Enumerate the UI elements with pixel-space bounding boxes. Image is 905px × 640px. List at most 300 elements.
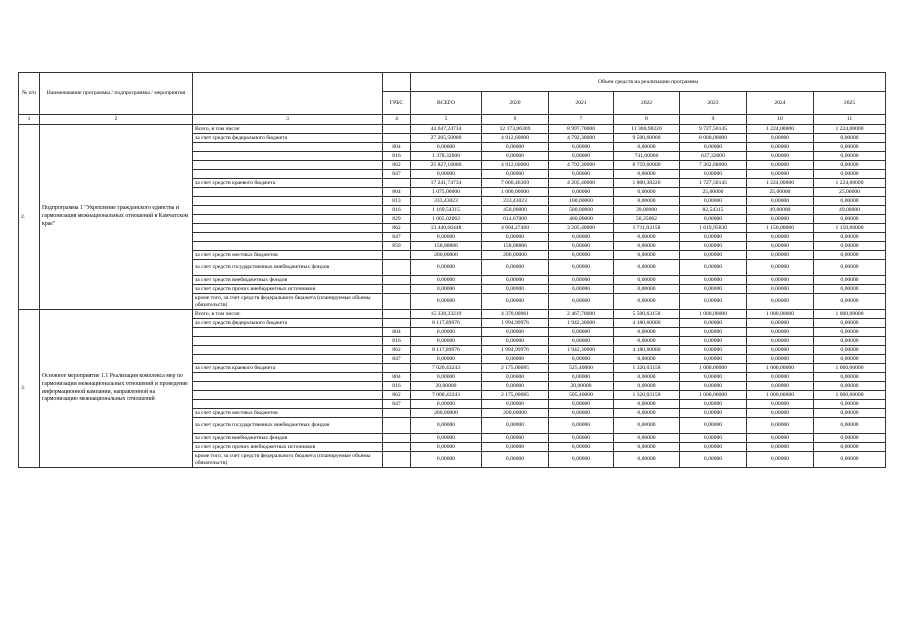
- total-value: 0,00000: [411, 443, 482, 452]
- year-value: 0,00000: [814, 319, 886, 328]
- column-number: 4: [383, 115, 411, 125]
- year-value: 0,00000: [680, 197, 747, 206]
- grbs-code: [383, 418, 411, 434]
- year-value: 50,35062: [614, 215, 680, 224]
- grbs-code: 862: [383, 391, 411, 400]
- year-value: 1 000,00000: [747, 310, 814, 319]
- year-value: 1 320,03158: [614, 364, 680, 373]
- year-value: 0,00000: [747, 170, 814, 179]
- year-value: 1 000,00000: [482, 188, 549, 197]
- year-value: 4 912,60000: [482, 161, 549, 170]
- year-value: 0,00000: [747, 328, 814, 337]
- year-value: 1 000,00000: [680, 391, 747, 400]
- year-value: 0,00000: [680, 233, 747, 242]
- year-value: 1 000,00000: [814, 391, 886, 400]
- funding-source: Всего, в том числе:: [193, 125, 383, 134]
- year-value: 25,00000: [680, 188, 747, 197]
- year-value: 0,00000: [549, 337, 614, 346]
- year-value: 0,00000: [747, 382, 814, 391]
- grbs-code: [383, 364, 411, 373]
- column-number: 3: [193, 115, 383, 125]
- header-year: 2020: [482, 92, 549, 115]
- grbs-code: 847: [383, 400, 411, 409]
- grbs-code: 829: [383, 215, 411, 224]
- total-value: 0,00000: [411, 452, 482, 468]
- header-total: ВСЕГО: [411, 92, 482, 115]
- year-value: 0,00000: [549, 409, 614, 418]
- total-value: 0,00000: [411, 418, 482, 434]
- year-value: 7 060,46369: [482, 179, 549, 188]
- year-value: 0,00000: [814, 152, 886, 161]
- total-value: 7 020,43243: [411, 364, 482, 373]
- total-value: 0,00000: [411, 328, 482, 337]
- funding-source: [193, 346, 383, 355]
- total-value: 0,00000: [411, 434, 482, 443]
- header-year: 2023: [680, 92, 747, 115]
- grbs-code: [383, 294, 411, 310]
- funding-source: кроме того, за счет средств федерального бюджета (планируемые объемы обязательств): [193, 294, 383, 310]
- grbs-code: [383, 319, 411, 328]
- funding-source: [193, 382, 383, 391]
- year-value: 0,00000: [814, 143, 886, 152]
- year-value: 0,00000: [482, 452, 549, 468]
- year-value: 0,00000: [549, 373, 614, 382]
- header-year: 2022: [614, 92, 680, 115]
- year-value: 0,00000: [680, 328, 747, 337]
- year-value: 0,00000: [680, 337, 747, 346]
- year-value: 0,00000: [549, 400, 614, 409]
- funding-source: [193, 233, 383, 242]
- year-value: 12 173,06369: [482, 125, 549, 134]
- year-value: 3 205,40000: [549, 224, 614, 233]
- total-value: 27 205,50000: [411, 134, 482, 143]
- funding-source: кроме того, за счет средств федерального бюджета (планируемые объемы обязательств): [193, 452, 383, 468]
- column-number: 8: [614, 115, 680, 125]
- year-value: 1 727,50145: [680, 179, 747, 188]
- year-value: 0,00000: [549, 152, 614, 161]
- year-value: 0,00000: [482, 152, 549, 161]
- year-value: 0,00000: [814, 285, 886, 294]
- year-value: 0,00000: [680, 319, 747, 328]
- year-value: 25,00000: [814, 188, 886, 197]
- funding-source: [193, 215, 383, 224]
- year-value: 1 150,00000: [747, 224, 814, 233]
- year-value: 0,00000: [747, 373, 814, 382]
- funding-source: за счет средств федерального бюджета: [193, 134, 383, 143]
- grbs-code: 816: [383, 152, 411, 161]
- year-value: 1 224,00000: [747, 179, 814, 188]
- year-value: 1 619,95830: [680, 224, 747, 233]
- year-value: 11 300,98220: [614, 125, 680, 134]
- funding-source: за счет средств государственных внебюджетных фондов: [193, 418, 383, 434]
- year-value: 1 000,00000: [747, 391, 814, 400]
- year-value: 0,00000: [614, 409, 680, 418]
- grbs-code: 804: [383, 143, 411, 152]
- year-value: 1 942,30000: [549, 346, 614, 355]
- total-value: 0,00000: [411, 260, 482, 276]
- year-value: 0,00000: [747, 319, 814, 328]
- year-value: 614,67000: [482, 215, 549, 224]
- year-value: 500,00000: [549, 206, 614, 215]
- year-value: 0,00000: [680, 215, 747, 224]
- funding-source: за счет средств краевого бюджета: [193, 179, 383, 188]
- year-value: 8 997,70000: [549, 125, 614, 134]
- grbs-code: [383, 276, 411, 285]
- year-value: 0,00000: [814, 260, 886, 276]
- year-value: 0,00000: [549, 188, 614, 197]
- year-value: 0,00000: [814, 400, 886, 409]
- table-row: [19, 125, 886, 134]
- year-value: 0,00000: [614, 143, 680, 152]
- grbs-code: 859: [383, 242, 411, 251]
- grbs-code: [383, 434, 411, 443]
- year-value: 0,00000: [614, 294, 680, 310]
- column-number: 2: [40, 115, 193, 125]
- year-value: 0,00000: [814, 355, 886, 364]
- year-value: 0,00000: [747, 418, 814, 434]
- year-value: 0,00000: [549, 452, 614, 468]
- year-value: 0,00000: [549, 242, 614, 251]
- year-value: 0,00000: [814, 170, 886, 179]
- funding-source: за счет средств прочих внебюджетных источников: [193, 285, 383, 294]
- grbs-code: 862: [383, 346, 411, 355]
- year-value: 0,00000: [614, 276, 680, 285]
- year-value: 0,00000: [614, 233, 680, 242]
- funding-source: [193, 161, 383, 170]
- year-value: 0,00000: [814, 346, 886, 355]
- year-value: 0,00000: [614, 328, 680, 337]
- year-value: 0,00000: [747, 409, 814, 418]
- year-value: 0,00000: [614, 337, 680, 346]
- funding-source: [193, 152, 383, 161]
- year-value: 0,00000: [482, 143, 549, 152]
- year-value: 1 224,00000: [814, 125, 886, 134]
- header-grbs: ГРБС: [383, 92, 411, 115]
- grbs-code: 804: [383, 328, 411, 337]
- year-value: 2 175,00085: [482, 391, 549, 400]
- year-value: 158,08886: [482, 242, 549, 251]
- grbs-code: 816: [383, 382, 411, 391]
- year-value: 0,00000: [680, 242, 747, 251]
- year-value: 0,00000: [482, 328, 549, 337]
- year-value: 0,00000: [549, 251, 614, 260]
- funding-source: за счет средств государственных внебюджетных фондов: [193, 260, 383, 276]
- total-value: 1 075,00000: [411, 188, 482, 197]
- year-value: 0,00000: [814, 215, 886, 224]
- year-value: 0,00000: [680, 400, 747, 409]
- year-value: 0,00000: [747, 443, 814, 452]
- year-value: 0,00000: [549, 143, 614, 152]
- funding-source: [193, 400, 383, 409]
- total-value: 0,00000: [411, 233, 482, 242]
- funding-source: [193, 373, 383, 382]
- year-value: 0,00000: [549, 233, 614, 242]
- year-value: 400,00000: [549, 215, 614, 224]
- row-number: 2.: [19, 125, 40, 310]
- column-numbers-row: [19, 115, 886, 125]
- year-value: 1 000,00000: [747, 364, 814, 373]
- total-value: 44 647,24734: [411, 125, 482, 134]
- total-value: 13 440,66448: [411, 224, 482, 233]
- year-value: 9 500,60000: [614, 134, 680, 143]
- year-value: 0,00000: [680, 373, 747, 382]
- funding-source: за счет средств внебюджетных фондов: [193, 434, 383, 443]
- year-value: 0,00000: [680, 346, 747, 355]
- funding-source: [193, 197, 383, 206]
- funding-source: за счет средств краевого бюджета: [193, 364, 383, 373]
- year-value: 0,00000: [614, 242, 680, 251]
- grbs-code: 816: [383, 337, 411, 346]
- year-value: 0,00000: [814, 251, 886, 260]
- year-value: 9 727,50145: [680, 125, 747, 134]
- year-value: 4 912,60000: [482, 134, 549, 143]
- program-funding-table: [18, 72, 886, 468]
- year-value: 0,00000: [814, 276, 886, 285]
- year-value: 0,00000: [814, 233, 886, 242]
- year-value: 0,00000: [482, 400, 549, 409]
- header-volume: Объем средств на реализацию программы: [411, 73, 886, 92]
- year-value: 0,00000: [747, 215, 814, 224]
- year-value: 0,00000: [747, 276, 814, 285]
- header-year: 2025: [814, 92, 886, 115]
- year-value: 1 800,38220: [614, 179, 680, 188]
- year-value: 0,00000: [747, 337, 814, 346]
- year-value: 4 370,00061: [482, 310, 549, 319]
- year-value: 0,00000: [614, 285, 680, 294]
- year-value: 0,00000: [680, 443, 747, 452]
- year-value: 0,00000: [614, 251, 680, 260]
- year-value: 0,00000: [747, 152, 814, 161]
- header-name: Наименование программы / подпрограммы / мероприятия: [40, 73, 193, 115]
- year-value: 0,00000: [680, 434, 747, 443]
- year-value: 0,00000: [814, 134, 886, 143]
- year-value: 0,00000: [482, 443, 549, 452]
- total-value: 0,00000: [411, 143, 482, 152]
- year-value: 0,00000: [549, 328, 614, 337]
- column-number: 6: [482, 115, 549, 125]
- year-value: 0,00000: [549, 260, 614, 276]
- funding-source: за счет средств внебюджетных фондов: [193, 276, 383, 285]
- year-value: 0,00000: [747, 233, 814, 242]
- grbs-code: 804: [383, 373, 411, 382]
- year-value: 0,00000: [482, 434, 549, 443]
- year-value: 0,00000: [747, 294, 814, 310]
- column-number: 5: [411, 115, 482, 125]
- year-value: 0,00000: [814, 434, 886, 443]
- year-value: 39,00000: [614, 206, 680, 215]
- year-value: 1 224,00000: [747, 125, 814, 134]
- year-value: 0,00000: [747, 285, 814, 294]
- table-header: [19, 73, 886, 125]
- year-value: 0,00000: [814, 418, 886, 434]
- year-value: 0,00000: [747, 134, 814, 143]
- year-value: 0,00000: [747, 143, 814, 152]
- total-value: 0,00000: [411, 170, 482, 179]
- funding-source: [193, 143, 383, 152]
- year-value: 0,00000: [549, 418, 614, 434]
- total-value: 20,00000: [411, 382, 482, 391]
- year-value: 0,00000: [680, 382, 747, 391]
- total-value: 7 000,43243: [411, 391, 482, 400]
- funding-source: [193, 337, 383, 346]
- year-value: 0,00000: [614, 373, 680, 382]
- year-value: 0,00000: [482, 355, 549, 364]
- grbs-code: 816: [383, 206, 411, 215]
- year-value: 0,00000: [614, 382, 680, 391]
- funding-source: [193, 328, 383, 337]
- year-value: 0,00000: [482, 276, 549, 285]
- year-value: 1 224,00000: [814, 179, 886, 188]
- year-value: 0,00000: [482, 170, 549, 179]
- year-value: 0,00000: [482, 337, 549, 346]
- funding-source: [193, 355, 383, 364]
- year-value: 0,00000: [549, 294, 614, 310]
- year-value: 0,00000: [814, 294, 886, 310]
- year-value: 4 604,27460: [482, 224, 549, 233]
- year-value: 4 792,30000: [549, 161, 614, 170]
- year-value: 25,00000: [747, 188, 814, 197]
- year-value: 0,00000: [814, 382, 886, 391]
- year-value: 200,00000: [482, 409, 549, 418]
- year-value: 0,00000: [549, 285, 614, 294]
- total-value: 15 338,33219: [411, 310, 482, 319]
- grbs-code: 847: [383, 355, 411, 364]
- funding-source: [193, 391, 383, 400]
- year-value: 4 205,40000: [549, 179, 614, 188]
- grbs-code: [383, 452, 411, 468]
- year-value: 0,00000: [814, 443, 886, 452]
- year-value: 0,00000: [482, 418, 549, 434]
- year-value: 49,00000: [814, 206, 886, 215]
- year-value: 1 942,30000: [549, 319, 614, 328]
- funding-source: за счет средств местных бюджетов: [193, 251, 383, 260]
- year-value: 0,00000: [614, 170, 680, 179]
- year-value: 1 000,00000: [814, 310, 886, 319]
- year-value: 0,00000: [680, 251, 747, 260]
- year-value: 0,00000: [814, 328, 886, 337]
- year-value: 0,00000: [814, 161, 886, 170]
- header-grbs-empty: [383, 73, 411, 92]
- total-value: 1 378,32000: [411, 152, 482, 161]
- year-value: 0,00000: [747, 355, 814, 364]
- header-year: 2021: [549, 92, 614, 115]
- year-value: 0,00000: [614, 260, 680, 276]
- year-value: 0,00000: [549, 355, 614, 364]
- year-value: 0,00000: [614, 400, 680, 409]
- year-value: 20,00000: [549, 382, 614, 391]
- year-value: 0,00000: [549, 276, 614, 285]
- grbs-code: [383, 179, 411, 188]
- year-value: 0,00000: [814, 337, 886, 346]
- year-value: 233,43023: [482, 197, 549, 206]
- year-value: 0,00000: [614, 197, 680, 206]
- year-value: 0,00000: [680, 355, 747, 364]
- year-value: 0,00000: [482, 260, 549, 276]
- year-value: 1 994,99976: [482, 346, 549, 355]
- grbs-code: 847: [383, 233, 411, 242]
- column-number: 10: [747, 115, 814, 125]
- total-value: 17 241,74734: [411, 179, 482, 188]
- year-value: 0,00000: [614, 452, 680, 468]
- year-value: 0,00000: [680, 285, 747, 294]
- year-value: 0,00000: [614, 418, 680, 434]
- year-value: 0,00000: [680, 143, 747, 152]
- year-value: 49,00000: [747, 206, 814, 215]
- header-year: 2024: [747, 92, 814, 115]
- year-value: 0,00000: [814, 242, 886, 251]
- total-value: 8 117,89976: [411, 319, 482, 328]
- year-value: 637,32000: [680, 152, 747, 161]
- year-value: 1 150,00000: [814, 224, 886, 233]
- total-value: 8 117,89976: [411, 346, 482, 355]
- year-value: 2 467,70000: [549, 310, 614, 319]
- year-value: 505,40000: [549, 391, 614, 400]
- year-value: 1 994,99976: [482, 319, 549, 328]
- table-row: [19, 310, 886, 319]
- year-value: 0,00000: [747, 400, 814, 409]
- funding-source: [193, 206, 383, 215]
- year-value: 0,00000: [549, 434, 614, 443]
- year-value: 0,00000: [549, 443, 614, 452]
- year-value: 0,00000: [680, 276, 747, 285]
- year-value: 1 320,03158: [614, 391, 680, 400]
- year-value: 200,00000: [482, 251, 549, 260]
- grbs-code: 847: [383, 170, 411, 179]
- year-value: 1 711,03158: [614, 224, 680, 233]
- year-value: 0,00000: [747, 452, 814, 468]
- total-value: 158,08886: [411, 242, 482, 251]
- grbs-code: 862: [383, 224, 411, 233]
- year-value: 4 180,60000: [614, 319, 680, 328]
- funding-source: за счет средств федерального бюджета: [193, 319, 383, 328]
- grbs-code: [383, 310, 411, 319]
- year-value: 0,00000: [747, 242, 814, 251]
- grbs-code: [383, 125, 411, 134]
- column-number: 11: [814, 115, 886, 125]
- year-value: 0,00000: [680, 409, 747, 418]
- year-value: 4 792,30000: [549, 134, 614, 143]
- total-value: 1 169,54315: [411, 206, 482, 215]
- year-value: 0,00000: [614, 188, 680, 197]
- year-value: 82,54315: [680, 206, 747, 215]
- column-number: 1: [19, 115, 40, 125]
- total-value: 200,00000: [411, 409, 482, 418]
- year-value: 0,00000: [482, 382, 549, 391]
- funding-source: Всего, в том числе:: [193, 310, 383, 319]
- total-value: 0,00000: [411, 400, 482, 409]
- year-value: 0,00000: [814, 409, 886, 418]
- year-value: 0,00000: [680, 170, 747, 179]
- year-value: 5 500,63158: [614, 310, 680, 319]
- year-value: 4 180,60000: [614, 346, 680, 355]
- year-value: 0,00000: [747, 197, 814, 206]
- year-value: 0,00000: [482, 373, 549, 382]
- year-value: 0,00000: [482, 285, 549, 294]
- year-value: 100,00000: [549, 197, 614, 206]
- total-value: 200,00000: [411, 251, 482, 260]
- year-value: 1 000,00000: [680, 364, 747, 373]
- year-value: 0,00000: [814, 197, 886, 206]
- table-body: [19, 125, 886, 468]
- funding-source: за счет средств местных бюджетов: [193, 409, 383, 418]
- header-source-empty: [193, 73, 383, 115]
- year-value: 8 000,00000: [680, 134, 747, 143]
- year-value: 0,00000: [680, 452, 747, 468]
- grbs-code: 804: [383, 188, 411, 197]
- year-value: 0,00000: [614, 443, 680, 452]
- total-value: 0,00000: [411, 373, 482, 382]
- total-value: 0,00000: [411, 355, 482, 364]
